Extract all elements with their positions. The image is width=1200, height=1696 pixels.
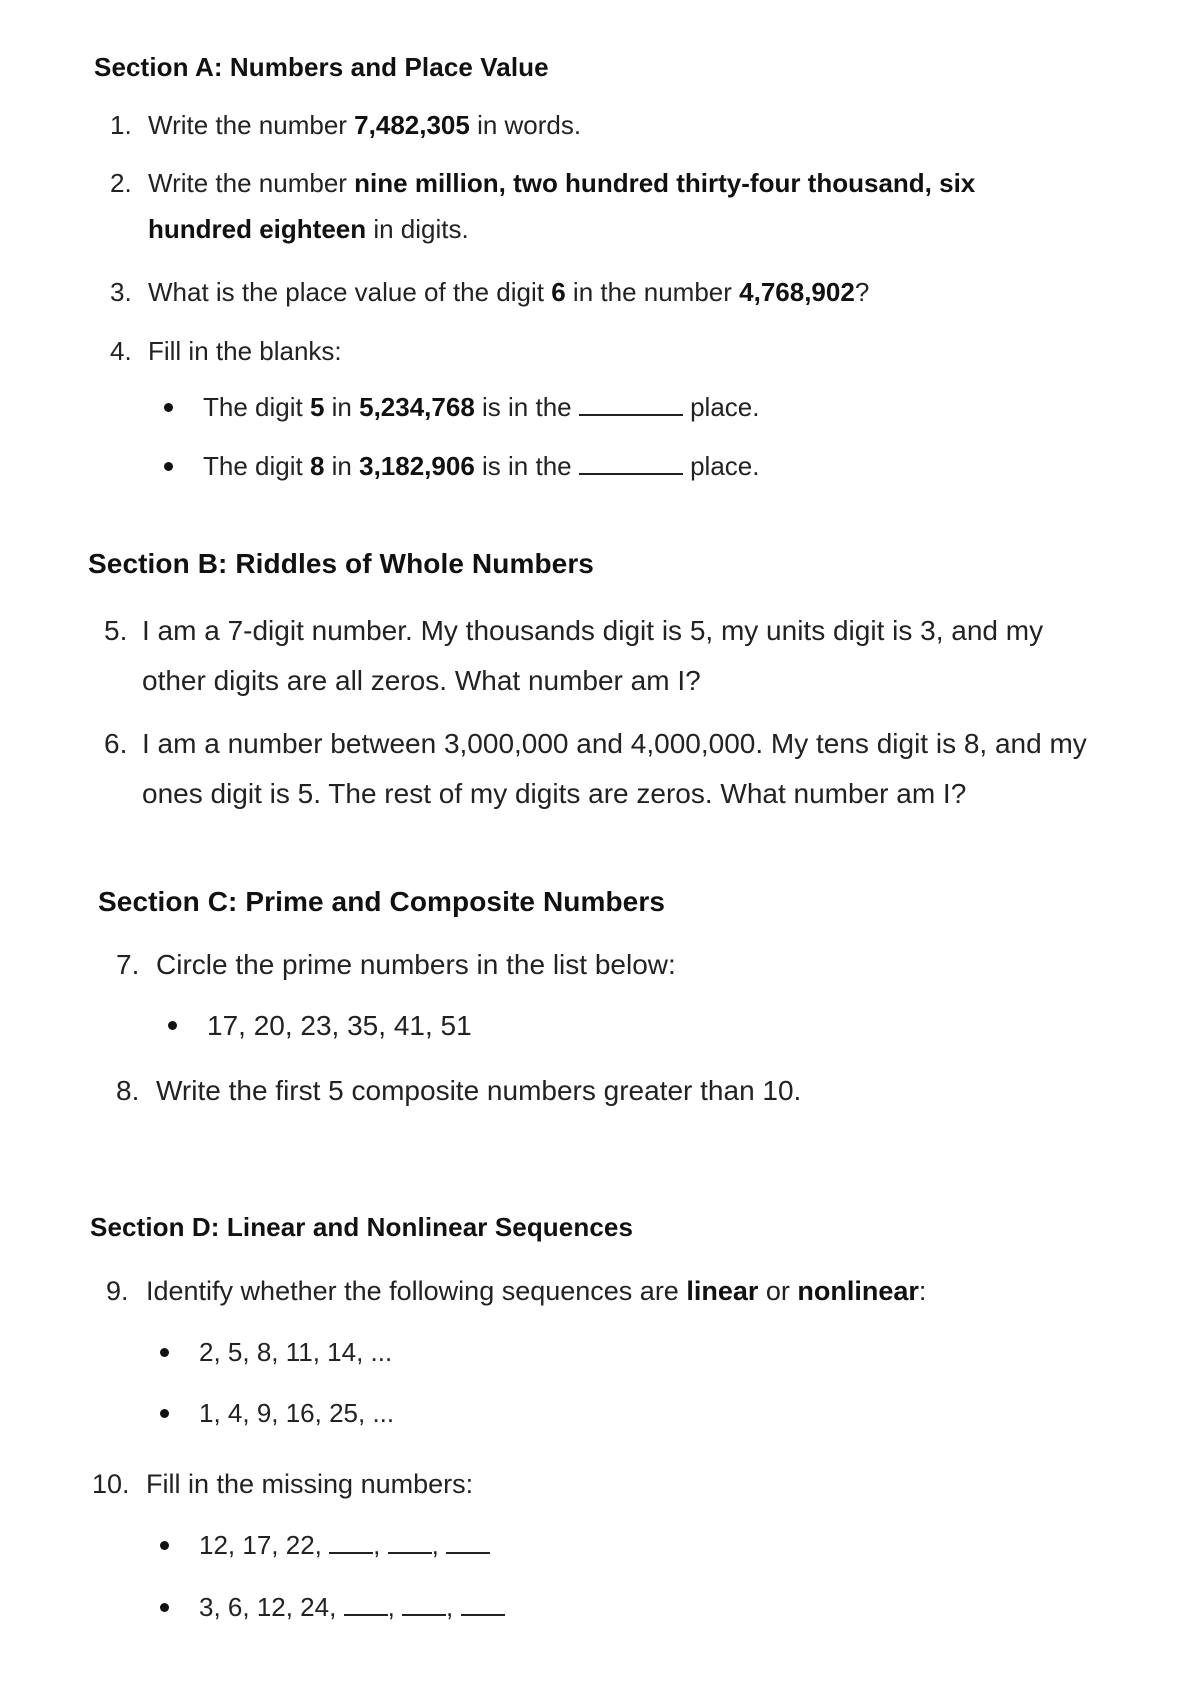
question-number: 5. bbox=[104, 615, 128, 646]
blank-item-1 bbox=[164, 392, 759, 423]
bullet-icon bbox=[160, 1348, 169, 1357]
question-text: What is the place value of the digit bbox=[148, 277, 552, 307]
bullet-icon bbox=[160, 1603, 169, 1612]
separator: , bbox=[387, 1592, 395, 1622]
question-text: ones digit is 5. The rest of my digits are zeros. What number am I? bbox=[142, 778, 967, 809]
question-text: Fill in the missing numbers: bbox=[146, 1469, 474, 1499]
sequence-text: 1, 4, 9, 16, 25, ... bbox=[199, 1398, 395, 1428]
question-text: Circle the prime numbers in the list below: bbox=[156, 949, 676, 980]
sequence-text: 12, 17, 22, bbox=[199, 1530, 322, 1560]
section-d-title: Section D: Linear and Nonlinear Sequences bbox=[90, 1212, 634, 1242]
list-text: 17, 20, 23, 35, 41, 51 bbox=[207, 1010, 472, 1041]
answer-blank[interactable] bbox=[446, 1530, 490, 1554]
question-number: 3. bbox=[110, 277, 132, 307]
section-a-title: Section A: Numbers and Place Value bbox=[94, 52, 549, 82]
question-8 bbox=[116, 1066, 801, 1116]
question-text: I am a number between 3,000,000 and 4,000,000. My tens digit is 8, and my bbox=[142, 728, 1087, 759]
number-words: nine million, two hundred thirty-four thousand, six bbox=[354, 168, 976, 198]
separator: , bbox=[431, 1530, 439, 1560]
question-number: 4. bbox=[110, 336, 132, 366]
sequence-item bbox=[160, 1337, 392, 1368]
number-value: 4,768,902 bbox=[739, 277, 855, 307]
answer-blank[interactable] bbox=[579, 392, 683, 416]
question-text: Write the first 5 composite numbers greater than 10. bbox=[156, 1075, 802, 1106]
sequence-fill-item bbox=[160, 1592, 505, 1623]
question-number: 8. bbox=[116, 1075, 140, 1106]
digit-value: 6 bbox=[551, 277, 566, 307]
answer-blank[interactable] bbox=[344, 1592, 388, 1616]
number-value: 7,482,305 bbox=[354, 110, 470, 140]
bullet-icon bbox=[164, 462, 173, 471]
item-text: place. bbox=[690, 392, 760, 422]
digit-value: 8 bbox=[309, 451, 325, 481]
separator: , bbox=[446, 1592, 454, 1622]
question-4 bbox=[110, 326, 342, 376]
answer-blank[interactable] bbox=[388, 1530, 432, 1554]
bullet-icon bbox=[160, 1409, 169, 1418]
question-7 bbox=[116, 940, 676, 990]
question-text: ? bbox=[854, 277, 870, 307]
question-9 bbox=[106, 1266, 926, 1316]
question-number: 2. bbox=[110, 168, 132, 198]
keyword-nonlinear: nonlinear bbox=[797, 1276, 919, 1306]
question-text: Fill in the blanks: bbox=[148, 336, 342, 366]
answer-blank[interactable] bbox=[402, 1592, 446, 1616]
bullet-icon bbox=[168, 1021, 177, 1030]
answer-blank[interactable] bbox=[579, 451, 683, 475]
digit-value: 5 bbox=[309, 392, 325, 422]
question-2 bbox=[110, 160, 1110, 252]
answer-blank[interactable] bbox=[329, 1530, 373, 1554]
question-text: other digits are all zeros. What number am I? bbox=[142, 665, 701, 696]
question-text: or bbox=[758, 1276, 798, 1306]
section-b-title: Section B: Riddles of Whole Numbers bbox=[88, 548, 594, 579]
question-6 bbox=[104, 719, 1184, 819]
question-text: in the number bbox=[565, 277, 740, 307]
question-number: 1. bbox=[110, 110, 132, 140]
question-text: Write the number bbox=[148, 168, 355, 198]
question-text: in digits. bbox=[366, 214, 469, 244]
question-number: 9. bbox=[106, 1276, 129, 1306]
question-10 bbox=[92, 1459, 473, 1509]
question-text: Write the number bbox=[148, 110, 355, 140]
sequence-text: 3, 6, 12, 24, bbox=[199, 1592, 337, 1622]
answer-blank[interactable] bbox=[461, 1592, 505, 1616]
number-value: 5,234,768 bbox=[359, 392, 475, 422]
item-text: The digit bbox=[203, 451, 310, 481]
item-text: in bbox=[324, 451, 360, 481]
item-text: is in the bbox=[474, 451, 572, 481]
sequence-text: 2, 5, 8, 11, 14, ... bbox=[199, 1337, 393, 1367]
question-1 bbox=[110, 100, 581, 150]
keyword-linear: linear bbox=[686, 1276, 759, 1306]
number-list bbox=[168, 1010, 472, 1042]
item-text: in bbox=[324, 392, 360, 422]
question-number: 6. bbox=[104, 728, 128, 759]
item-text: The digit bbox=[203, 392, 310, 422]
sequence-item bbox=[160, 1398, 394, 1429]
bullet-icon bbox=[160, 1541, 169, 1550]
question-number: 7. bbox=[116, 949, 140, 980]
question-number: 10. bbox=[92, 1469, 130, 1499]
section-c-title: Section C: Prime and Composite Numbers bbox=[98, 886, 666, 917]
number-value: 3,182,906 bbox=[359, 451, 475, 481]
question-text: : bbox=[918, 1276, 927, 1306]
question-text: in words. bbox=[469, 110, 582, 140]
question-text: I am a 7-digit number. My thousands digit is 5, my units digit is 3, and my bbox=[142, 615, 1044, 646]
question-3 bbox=[110, 267, 869, 317]
question-5 bbox=[104, 606, 1164, 706]
question-text: Identify whether the following sequences are bbox=[146, 1276, 687, 1306]
blank-item-2 bbox=[164, 451, 759, 482]
sequence-fill-item bbox=[160, 1530, 490, 1561]
number-words: hundred eighteen bbox=[148, 214, 367, 244]
item-text: is in the bbox=[474, 392, 572, 422]
separator: , bbox=[373, 1530, 381, 1560]
bullet-icon bbox=[164, 403, 173, 412]
item-text: place. bbox=[690, 451, 760, 481]
